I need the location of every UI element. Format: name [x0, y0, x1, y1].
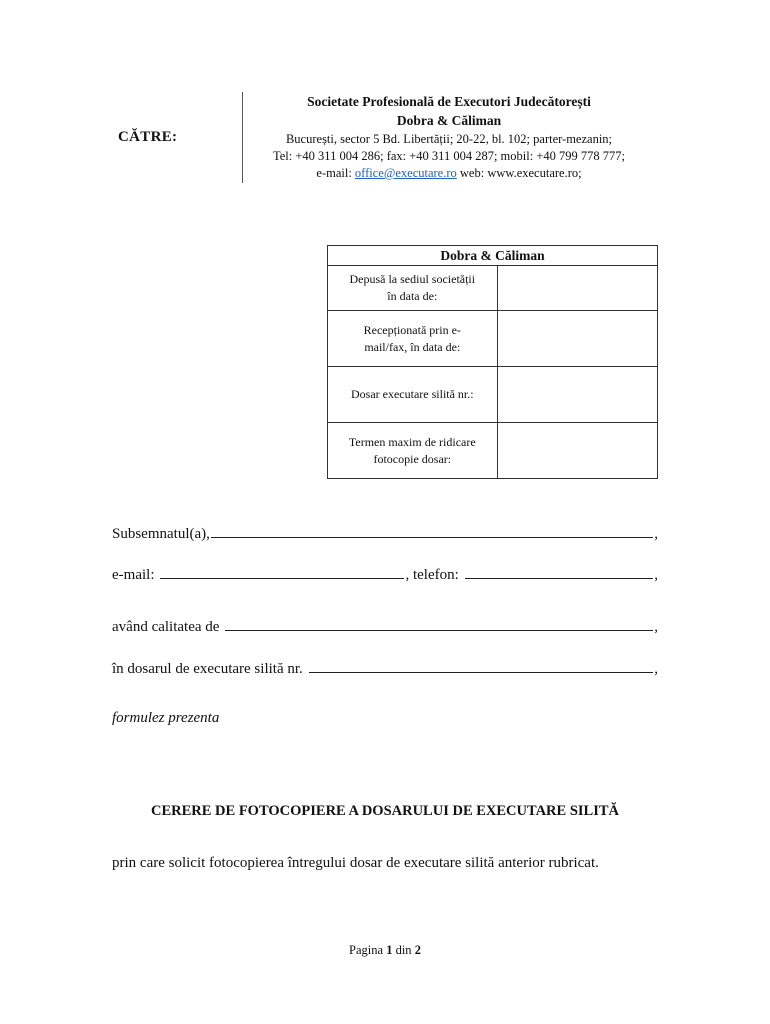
document-title: CERERE DE FOTOCOPIERE A DOSARULUI DE EXECUTARE SILITĂ — [151, 803, 619, 819]
table-row — [328, 423, 658, 479]
footer-current-page: 1 — [386, 943, 393, 957]
label-line: mail/fax, în data de: — [364, 339, 461, 354]
registry-value-deadline[interactable] — [497, 423, 657, 479]
dosar-line — [112, 660, 658, 678]
registry-table — [327, 245, 658, 479]
footer-prefix: Pagina — [349, 943, 387, 957]
calitatea-field[interactable] — [225, 618, 653, 631]
calitatea-line — [112, 618, 658, 636]
email-prefix: e-mail: — [316, 166, 355, 180]
footer-total-pages: 2 — [414, 943, 421, 957]
registry-value-deposited[interactable] — [497, 266, 657, 311]
subsemnatul-label: Subsemnatul(a), — [112, 526, 210, 542]
email-field[interactable] — [160, 566, 404, 579]
subsemnatul-line — [112, 525, 658, 543]
telefon-label: , telefon: — [405, 567, 459, 583]
email-phone-line — [112, 566, 658, 584]
company-address: București, sector 5 Bd. Libertății; 20-22, bl. 102; parter-mezanin; — [285, 132, 613, 146]
label-line: Dosar executare silită nr.: — [350, 387, 474, 401]
registry-table-title: Dobra & Căliman — [328, 246, 658, 266]
table-row — [328, 367, 658, 423]
registry-label-deposited — [328, 266, 498, 311]
company-contact — [248, 166, 650, 181]
table-row — [328, 266, 658, 311]
dosar-field[interactable] — [309, 660, 653, 673]
request-body: prin care solicit fotocopierea întregului dosar de executare silită anterior rubricat. — [112, 855, 599, 871]
trailing-comma: , — [654, 619, 658, 635]
company-phones: Tel: +40 311 004 286; fax: +40 311 004 287; mobil: +40 799 778 777; — [273, 149, 625, 163]
recipient-label: CĂTRE: — [118, 129, 178, 145]
page-footer — [0, 943, 770, 958]
registry-value-file-number[interactable] — [497, 367, 657, 423]
telefon-field[interactable] — [465, 566, 653, 579]
formulez-text: formulez prezenta — [112, 710, 220, 726]
label-line: Depusă la sediul societății — [349, 272, 476, 286]
label-line: Termen maxim de ridicare — [348, 434, 476, 449]
registry-value-received[interactable] — [497, 311, 657, 367]
web-text: web: www.executare.ro; — [456, 166, 582, 180]
header-divider — [242, 92, 243, 183]
email-link[interactable]: office@executare.ro — [354, 166, 457, 180]
company-name: Societate Profesională de Executori Judecătorești — [307, 94, 591, 109]
footer-middle: din — [392, 943, 415, 957]
trailing-comma: , — [654, 526, 658, 542]
label-line: în data de: — [387, 289, 438, 303]
registry-label-received — [328, 311, 498, 367]
registry-label-deadline — [328, 423, 498, 479]
trailing-comma: , — [654, 567, 658, 583]
dosar-label: în dosarul de executare silită nr. — [112, 661, 303, 677]
trailing-comma: , — [654, 661, 658, 677]
label-line: fotocopie dosar: — [373, 451, 452, 466]
subsemnatul-field[interactable] — [211, 525, 653, 538]
calitatea-label: având calitatea de — [112, 619, 220, 635]
email-label: e-mail: — [112, 567, 155, 583]
registry-label-file-number — [328, 367, 498, 423]
table-row — [328, 311, 658, 367]
label-line: Recepționată prin e- — [363, 322, 461, 337]
company-partners: Dobra & Căliman — [396, 113, 502, 128]
